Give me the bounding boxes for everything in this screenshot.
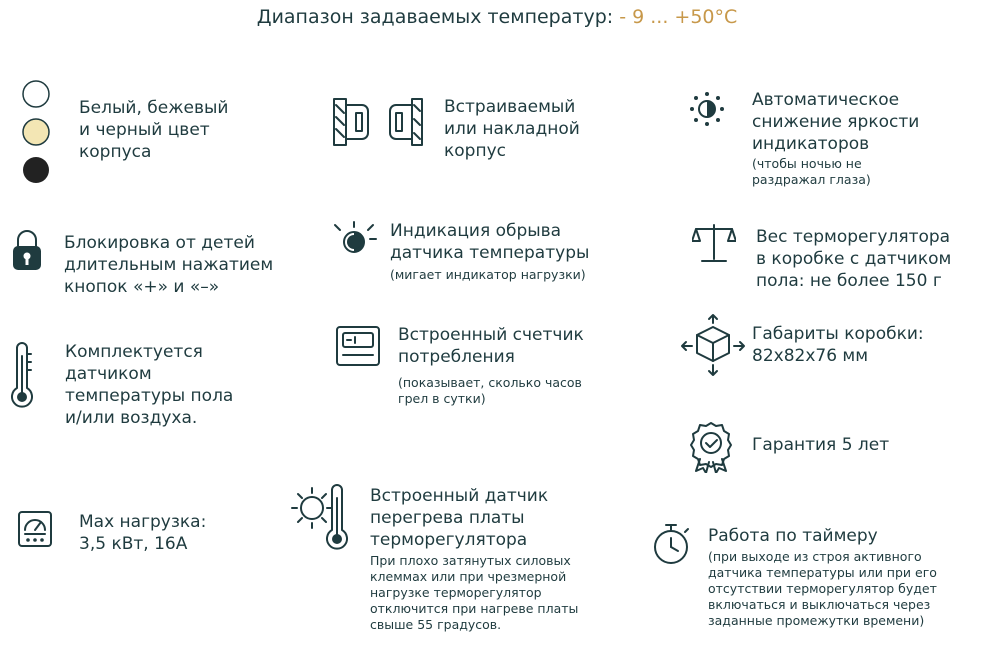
sensor-line1: Комплектуется	[65, 342, 203, 362]
sensor-line4: и/или воздуха.	[65, 408, 198, 428]
timer-note4: включаться и выключаться через	[708, 597, 931, 612]
brightness-note1: (чтобы ночью не	[752, 156, 862, 171]
counter-note2: грел в сутки)	[398, 391, 486, 406]
sensor-break-line2: датчика температуры	[390, 243, 590, 263]
overheat-sensor-icon	[290, 484, 350, 556]
timer-note1: (при выходе из строя активного	[708, 549, 922, 564]
load-line1: Max нагрузка:	[79, 512, 207, 532]
range-label: Диапазон задаваемых температур:	[256, 6, 614, 28]
dimensions-line2: 82х82х76 мм	[752, 346, 869, 366]
mount-line1: Встраиваемый	[444, 97, 576, 117]
counter-text	[398, 324, 584, 368]
blinking-indicator-icon	[332, 221, 380, 259]
box-dimensions-icon	[680, 313, 746, 379]
color-swatches-icon	[18, 80, 58, 190]
colors-line1: Белый, бежевый	[79, 98, 229, 118]
overheat-note2: клеммах или при чрезмерной	[370, 569, 567, 584]
lock-line3: кнопок «+» и «–»	[64, 277, 220, 297]
counter-line1: Встроенный счетчик	[398, 325, 584, 345]
sensor-break-line1: Индикация обрыва	[390, 221, 562, 241]
load-text	[79, 511, 206, 555]
overheat-note3: нагрузке терморегулятор	[370, 585, 542, 600]
weight-line3: пола: не более 150 г	[756, 271, 942, 291]
mount-line2: или накладной	[444, 119, 580, 139]
brightness-line3: индикаторов	[752, 134, 870, 154]
lock-line2: длительным нажатием	[64, 255, 274, 275]
brightness-line2: снижение яркости	[752, 112, 920, 132]
overheat-text	[370, 485, 548, 551]
colors-line3: корпуса	[79, 142, 152, 162]
sensor-line3: температуры пола	[65, 386, 234, 406]
meter-display-icon	[335, 325, 381, 367]
overheat-note5: свыше 55 градусов.	[370, 617, 502, 632]
timer-note3: отсутствии терморегулятор будет	[708, 581, 937, 596]
stopwatch-icon	[651, 522, 693, 568]
counter-note1: (показывает, сколько часов	[398, 375, 582, 390]
load-line2: 3,5 кВт, 16А	[79, 534, 188, 554]
lock-line1: Блокировка от детей	[64, 233, 255, 253]
range-value: - 9 ... +50°C	[619, 6, 738, 28]
thermometer-icon	[8, 342, 36, 410]
overheat-line3: терморегулятора	[370, 530, 528, 550]
sensor-break-note1: (мигает индикатор нагрузки)	[390, 267, 586, 282]
timer-note5: заданные промежутки времени)	[708, 613, 925, 628]
sensor-break-note	[390, 267, 586, 283]
lock-text	[64, 232, 273, 298]
ammeter-icon	[17, 510, 53, 548]
brightness-note	[752, 156, 871, 188]
scales-icon	[692, 223, 736, 265]
brightness-text	[752, 89, 919, 155]
sensor-break-text	[390, 220, 589, 264]
warranty-line1: Гарантия 5 лет	[752, 435, 890, 455]
brightness-line1: Автоматическое	[752, 90, 900, 110]
overheat-line2: перегрева платы	[370, 508, 525, 528]
colors-line2: и черный цвет	[79, 120, 210, 140]
sensor-text	[65, 341, 233, 429]
weight-line2: в коробке с датчиком	[756, 249, 952, 269]
warranty-text	[752, 434, 889, 456]
housing-icon	[332, 95, 428, 150]
temperature-range-header	[0, 6, 994, 28]
overheat-note1: При плохо затянутых силовых	[370, 553, 571, 568]
sensor-line2: датчиком	[65, 364, 152, 384]
warranty-badge-icon	[688, 421, 734, 473]
colors-text	[79, 97, 228, 163]
timer-note2: датчика температуры или при его	[708, 565, 937, 580]
timer-line1: Работа по таймеру	[708, 526, 878, 546]
overheat-note4: отключится при нагреве платы	[370, 601, 579, 616]
weight-text	[756, 226, 951, 292]
weight-line1: Вес терморегулятора	[756, 227, 951, 247]
brightness-note2: раздражал глаза)	[752, 172, 871, 187]
dimensions-text	[752, 323, 924, 367]
overheat-note	[370, 553, 578, 633]
dimensions-line1: Габариты коробки:	[752, 324, 924, 344]
mount-line3: корпус	[444, 141, 506, 161]
brightness-icon	[689, 91, 725, 127]
timer-text	[708, 525, 878, 547]
lock-icon	[10, 226, 44, 272]
timer-note	[708, 549, 937, 629]
counter-note	[398, 375, 582, 407]
mount-text	[444, 96, 580, 162]
overheat-line1: Встроенный датчик	[370, 486, 549, 506]
counter-line2: потребления	[398, 347, 515, 367]
